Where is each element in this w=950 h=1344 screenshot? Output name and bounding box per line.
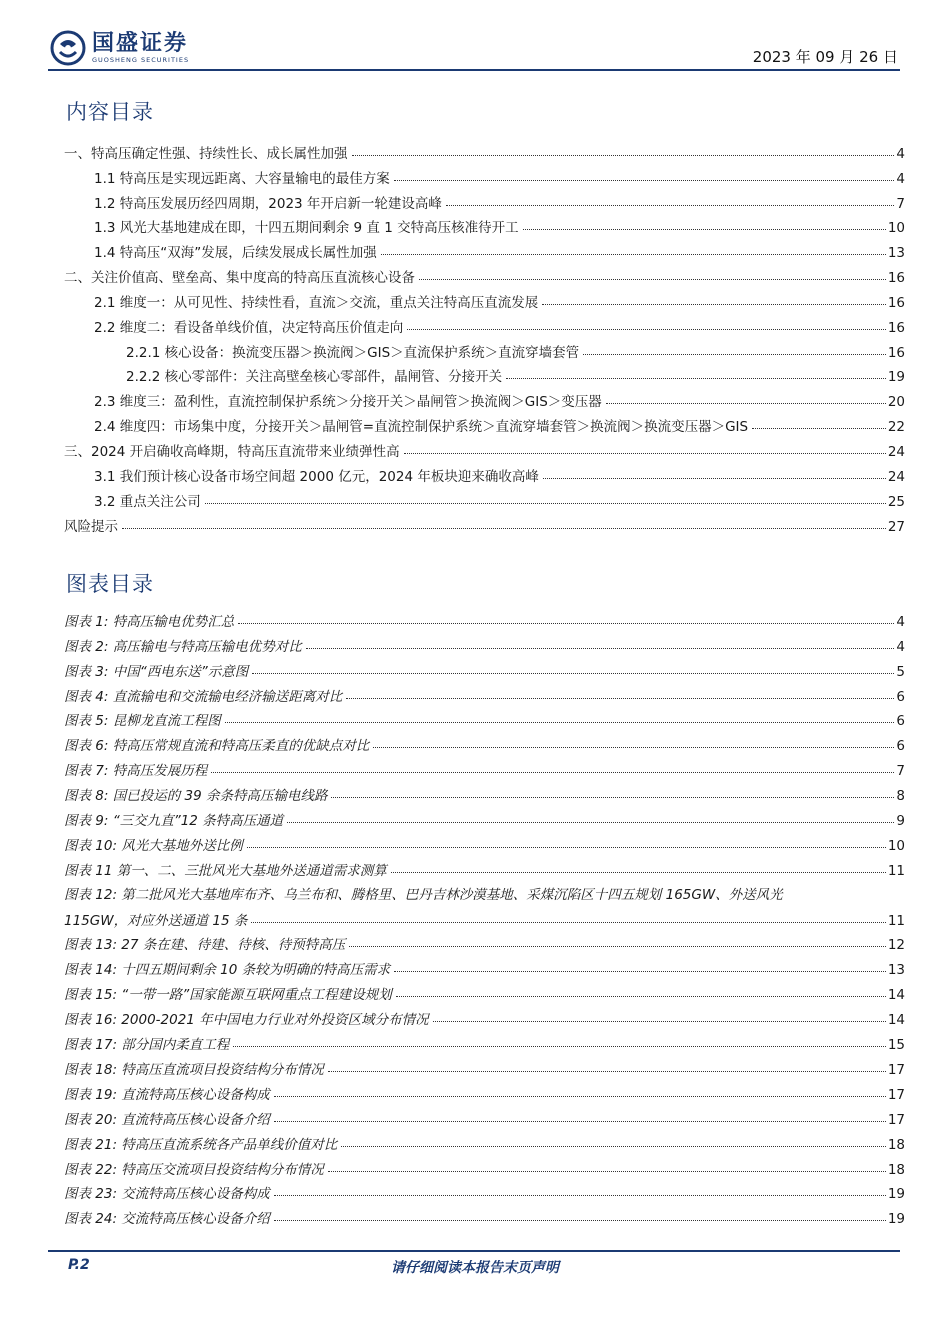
toc-entry[interactable] bbox=[64, 336, 905, 361]
toc-entry-page: 13 bbox=[887, 245, 905, 262]
dot-leader bbox=[274, 1195, 886, 1196]
table-of-contents bbox=[64, 137, 905, 535]
dot-leader bbox=[352, 155, 895, 156]
figure-entry[interactable] bbox=[64, 779, 905, 804]
header-divider bbox=[48, 69, 900, 71]
toc-entry[interactable] bbox=[64, 435, 905, 460]
figure-entry-page: 15 bbox=[887, 1037, 905, 1054]
dot-leader bbox=[247, 847, 886, 848]
dot-leader bbox=[606, 403, 886, 404]
dot-leader bbox=[523, 229, 886, 230]
dot-leader bbox=[341, 1146, 886, 1147]
toc-entry[interactable] bbox=[64, 212, 905, 237]
toc-entry[interactable] bbox=[64, 187, 905, 212]
toc-entry[interactable] bbox=[64, 361, 905, 386]
dot-leader bbox=[331, 797, 894, 798]
figure-entry[interactable] bbox=[64, 1053, 905, 1078]
company-name-en: GUOSHENG SECURITIES bbox=[92, 56, 190, 64]
company-name-cn: 国盛证券 bbox=[92, 31, 189, 56]
figure-entry[interactable] bbox=[64, 1003, 905, 1028]
dot-leader bbox=[328, 1071, 886, 1072]
figure-entry-page: 5 bbox=[896, 663, 905, 680]
figure-entry-page: 6 bbox=[896, 688, 905, 705]
figure-entry-page: 4 bbox=[896, 638, 905, 655]
figure-entry[interactable] bbox=[64, 929, 905, 954]
figure-list bbox=[64, 605, 905, 1227]
figure-entry-title-continued: 115GW，对应外送通道 15 条 bbox=[64, 912, 248, 929]
figure-entry-page: 19 bbox=[887, 1186, 905, 1203]
figure-entry-page: 19 bbox=[887, 1211, 905, 1228]
figure-entry[interactable] bbox=[64, 655, 905, 680]
figure-entry-title: 图表 11 第一、二、三批风光大基地外送通道需求测算 bbox=[64, 862, 387, 879]
toc-entry-title: 1.4 特高压“双海”发展，后续发展成长属性加强 bbox=[94, 245, 377, 262]
dot-leader bbox=[211, 772, 894, 773]
toc-entry[interactable] bbox=[64, 311, 905, 336]
figure-entry-page: 9 bbox=[896, 813, 905, 830]
toc-entry-title: 1.1 特高压是实现远距离、大容量输电的最佳方案 bbox=[94, 170, 390, 187]
toc-entry-page: 24 bbox=[887, 443, 905, 460]
figure-entry-page: 12 bbox=[887, 937, 905, 954]
figure-entry[interactable] bbox=[64, 1153, 905, 1178]
toc-entry-page: 16 bbox=[887, 270, 905, 287]
toc-entry[interactable] bbox=[64, 137, 905, 162]
figure-entry[interactable] bbox=[64, 754, 905, 779]
dot-leader bbox=[233, 1046, 886, 1047]
dot-leader bbox=[349, 946, 886, 947]
dot-leader bbox=[394, 971, 886, 972]
figure-entry-title: 图表 20: 直流特高压核心设备介绍 bbox=[64, 1111, 270, 1128]
toc-entry-page: 16 bbox=[887, 344, 905, 361]
figure-entry-page: 7 bbox=[896, 763, 905, 780]
dot-leader bbox=[225, 722, 895, 723]
figure-entry-title: 图表 1: 特高压输电优势汇总 bbox=[64, 613, 235, 630]
dot-leader bbox=[122, 528, 886, 529]
toc-entry-page: 22 bbox=[887, 419, 905, 436]
dot-leader bbox=[381, 254, 886, 255]
figure-entry[interactable] bbox=[64, 1128, 905, 1153]
dot-leader bbox=[404, 453, 886, 454]
toc-entry-title: 风险提示 bbox=[64, 518, 118, 535]
toc-entry-title: 2.4 维度四：市场集中度，分接开关＞晶闸管=直流控制保护系统＞直流穿墙套管＞换流阀＞换流变压器＞GIS bbox=[94, 419, 749, 436]
toc-entry-title: 三、2024 开启确收高峰期，特高压直流带来业绩弹性高 bbox=[64, 443, 400, 460]
dot-leader bbox=[274, 1096, 886, 1097]
figure-entry-title: 图表 23: 交流特高压核心设备构成 bbox=[64, 1186, 270, 1203]
footer-disclaimer: 请仔细阅读本报告末页声明 bbox=[391, 1260, 559, 1276]
dot-leader bbox=[205, 503, 886, 504]
figure-entry-page: 14 bbox=[887, 987, 905, 1004]
toc-entry[interactable] bbox=[64, 460, 905, 485]
toc-entry-title: 2.2 维度二：看设备单线价值，决定特高压价值走向 bbox=[94, 319, 404, 336]
dot-leader bbox=[274, 1121, 886, 1122]
toc-entry[interactable] bbox=[64, 485, 905, 510]
dot-leader bbox=[543, 478, 886, 479]
figure-entry-page: 17 bbox=[887, 1061, 905, 1078]
figure-entry-page: 17 bbox=[887, 1111, 905, 1128]
dot-leader bbox=[394, 180, 895, 181]
dot-leader bbox=[506, 378, 886, 379]
dot-leader bbox=[238, 623, 894, 624]
dot-leader bbox=[419, 279, 886, 280]
figure-entry-page: 14 bbox=[887, 1012, 905, 1029]
toc-entry[interactable] bbox=[64, 385, 905, 410]
figure-entry-page: 13 bbox=[887, 962, 905, 979]
figure-entry-page: 18 bbox=[887, 1161, 905, 1178]
figure-entry-title: 图表 2: 高压输电与特高压输电优势对比 bbox=[64, 638, 302, 655]
toc-entry[interactable] bbox=[64, 510, 905, 535]
dot-leader bbox=[542, 304, 886, 305]
toc-entry[interactable] bbox=[64, 410, 905, 435]
figure-entry-title: 图表 7: 特高压发展历程 bbox=[64, 763, 208, 780]
figure-entry-title: 图表 17: 部分国内柔直工程 bbox=[64, 1037, 230, 1054]
dot-leader bbox=[407, 329, 886, 330]
figure-entry-title: 图表 4: 直流输电和交流输电经济输送距离对比 bbox=[64, 688, 343, 705]
figure-entry-title: 图表 14: 十四五期间剩余 10 条较为明确的特高压需求 bbox=[64, 962, 391, 979]
company-logo bbox=[50, 30, 189, 66]
toc-entry-title: 2.2.2 核心零部件：关注高壁垒核心零部件，晶闸管、分接开关 bbox=[126, 369, 503, 386]
figure-entry-title: 图表 16: 2000-2021 年中国电力行业对外投资区域分布情况 bbox=[64, 1012, 429, 1029]
figure-entry-title: 图表 13: 27 条在建、待建、待核、待预特高压 bbox=[64, 937, 346, 954]
figure-entry[interactable] bbox=[64, 1103, 905, 1128]
dot-leader bbox=[752, 428, 886, 429]
figure-entry-page: 17 bbox=[887, 1086, 905, 1103]
figure-entry-title: 图表 10: 风光大基地外送比例 bbox=[64, 837, 243, 854]
dot-leader bbox=[446, 205, 894, 206]
dot-leader bbox=[346, 698, 894, 699]
figure-entry[interactable] bbox=[64, 978, 905, 1003]
figure-entry-page: 6 bbox=[896, 713, 905, 730]
toc-entry-page: 10 bbox=[887, 220, 905, 237]
toc-entry-page: 16 bbox=[887, 294, 905, 311]
toc-entry-page: 7 bbox=[896, 195, 905, 212]
toc-entry[interactable] bbox=[64, 261, 905, 286]
figure-entry-page: 11 bbox=[887, 862, 905, 879]
dot-leader bbox=[328, 1171, 886, 1172]
figure-entry-title: 图表 19: 直流特高压核心设备构成 bbox=[64, 1086, 270, 1103]
toc-entry-page: 27 bbox=[887, 518, 905, 535]
toc-entry-page: 4 bbox=[896, 170, 905, 187]
figure-entry-title: 图表 15: “一带一路”国家能源互联网重点工程建设规划 bbox=[64, 987, 392, 1004]
dot-leader bbox=[373, 747, 894, 748]
figure-entry-title: 图表 5: 昆柳龙直流工程图 bbox=[64, 713, 221, 730]
dot-leader bbox=[274, 1220, 886, 1221]
toc-entry-page: 20 bbox=[887, 394, 905, 411]
figure-entry[interactable] bbox=[64, 630, 905, 655]
figure-entry-title: 图表 9: “三交九直”12 条特高压通道 bbox=[64, 813, 284, 830]
toc-entry-page: 24 bbox=[887, 468, 905, 485]
figure-entry-title: 图表 12: 第二批风光大基地库布齐、乌兰布和、腾格里、巴丹吉林沙漠基地、采煤沉陷区十四五规划 165GW、外送风光 bbox=[64, 886, 783, 903]
guosheng-logo-icon bbox=[50, 30, 86, 66]
toc-entry-title: 1.2 特高压发展历经四周期，2023 年开启新一轮建设高峰 bbox=[94, 195, 442, 212]
dot-leader bbox=[396, 996, 886, 997]
toc-entry-title: 3.1 我们预计核心设备市场空间超 2000 亿元，2024 年板块迎来确收高峰 bbox=[94, 468, 539, 485]
toc-entry[interactable] bbox=[64, 236, 905, 261]
toc-entry-title: 2.1 维度一：从可见性、持续性看，直流＞交流，重点关注特高压直流发展 bbox=[94, 294, 539, 311]
page-header bbox=[0, 0, 950, 80]
dot-leader bbox=[287, 822, 894, 823]
figure-entry[interactable] bbox=[64, 1202, 905, 1227]
footer-divider bbox=[48, 1250, 900, 1252]
figure-entry-title: 图表 18: 特高压直流项目投资结构分布情况 bbox=[64, 1061, 324, 1078]
figure-entry[interactable] bbox=[64, 879, 905, 929]
figure-entry[interactable] bbox=[64, 854, 905, 879]
figure-entry[interactable] bbox=[64, 680, 905, 705]
dot-leader bbox=[306, 648, 895, 649]
toc-entry-title: 3.2 重点关注公司 bbox=[94, 493, 201, 510]
figure-entry-title: 图表 21: 特高压直流系统各产品单线价值对比 bbox=[64, 1136, 338, 1153]
dot-leader bbox=[252, 673, 894, 674]
figure-entry[interactable] bbox=[64, 1178, 905, 1203]
toc-entry-title: 2.3 维度三：盈利性，直流控制保护系统＞分接开关＞晶闸管＞换流阀＞GIS＞变压器 bbox=[94, 394, 602, 411]
figure-entry-page: 18 bbox=[887, 1136, 905, 1153]
dot-leader bbox=[433, 1021, 886, 1022]
figure-entry-page: 6 bbox=[896, 738, 905, 755]
toc-entry-page: 16 bbox=[887, 319, 905, 336]
page-number: P.2 bbox=[68, 1257, 90, 1273]
figure-entry-title: 图表 3: 中国“西电东送”示意图 bbox=[64, 663, 249, 680]
toc-entry[interactable] bbox=[64, 162, 905, 187]
figure-entry-page: 10 bbox=[887, 837, 905, 854]
figure-entry-page: 8 bbox=[896, 788, 905, 805]
dot-leader bbox=[251, 922, 885, 923]
figure-entry[interactable] bbox=[64, 829, 905, 854]
toc-entry-title: 2.2.1 核心设备：换流变压器＞换流阀＞GIS＞直流保护系统＞直流穿墙套管 bbox=[126, 344, 580, 361]
dot-leader bbox=[391, 872, 886, 873]
figure-entry-page: 4 bbox=[896, 613, 905, 630]
figure-entry[interactable] bbox=[64, 705, 905, 730]
figure-entry-title: 图表 8: 国已投运的 39 余条特高压输电线路 bbox=[64, 788, 328, 805]
toc-entry-page: 4 bbox=[896, 145, 905, 162]
toc-entry-title: 1.3 风光大基地建成在即，十四五期间剩余 9 直 1 交特高压核准待开工 bbox=[94, 220, 519, 237]
figure-entry[interactable] bbox=[64, 953, 905, 978]
figure-entry[interactable] bbox=[64, 1078, 905, 1103]
figure-entry-title: 图表 6: 特高压常规直流和特高压柔直的优缺点对比 bbox=[64, 738, 370, 755]
toc-entry[interactable] bbox=[64, 286, 905, 311]
toc-entry-title: 二、关注价值高、壁垒高、集中度高的特高压直流核心设备 bbox=[64, 270, 415, 287]
figure-entry[interactable] bbox=[64, 729, 905, 754]
figure-entry[interactable] bbox=[64, 1028, 905, 1053]
toc-title: 内容目录 bbox=[66, 100, 154, 124]
toc-entry-title: 一、特高压确定性强、持续性长、成长属性加强 bbox=[64, 145, 348, 162]
figure-entry-title: 图表 24: 交流特高压核心设备介绍 bbox=[64, 1211, 270, 1228]
figure-entry-title: 图表 22: 特高压交流项目投资结构分布情况 bbox=[64, 1161, 324, 1178]
figure-entry[interactable] bbox=[64, 605, 905, 630]
report-date: 2023 年 09 月 26 日 bbox=[752, 48, 898, 66]
figure-entry[interactable] bbox=[64, 804, 905, 829]
dot-leader bbox=[583, 354, 886, 355]
figure-list-title: 图表目录 bbox=[66, 572, 154, 596]
toc-entry-page: 19 bbox=[887, 369, 905, 386]
toc-entry-page: 25 bbox=[887, 493, 905, 510]
figure-entry-page: 11 bbox=[887, 912, 905, 929]
